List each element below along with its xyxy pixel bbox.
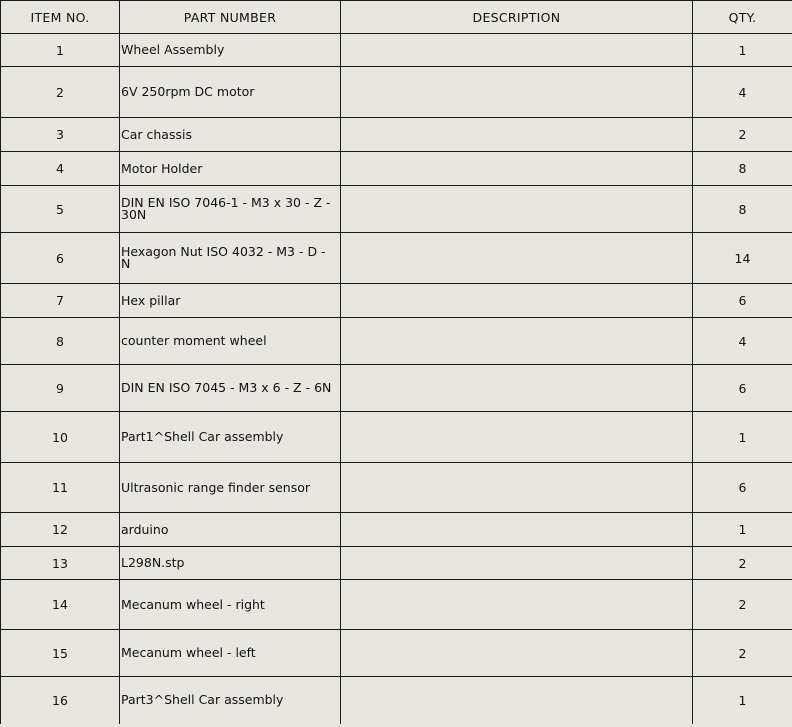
table-row bbox=[1, 186, 792, 233]
part-number-cell: Hexagon Nut ISO 4032 - M3 - D - N bbox=[120, 233, 341, 284]
qty-cell: 4 bbox=[693, 318, 792, 365]
description-cell bbox=[341, 513, 693, 547]
qty-cell: 6 bbox=[693, 365, 792, 412]
part-number-cell: 6V 250rpm DC motor bbox=[120, 67, 341, 118]
table-row bbox=[1, 152, 792, 186]
table-row bbox=[1, 67, 792, 118]
item-no-cell: 11 bbox=[1, 463, 120, 513]
header-row bbox=[1, 1, 792, 34]
part-number-cell: Mecanum wheel - right bbox=[120, 580, 341, 630]
table-row bbox=[1, 412, 792, 463]
part-number-cell: arduino bbox=[120, 513, 341, 547]
table-row bbox=[1, 233, 792, 284]
qty-cell: 8 bbox=[693, 186, 792, 233]
item-no-cell: 14 bbox=[1, 580, 120, 630]
description-cell bbox=[341, 463, 693, 513]
table-row bbox=[1, 513, 792, 547]
header-item-no: ITEM NO. bbox=[1, 1, 120, 34]
part-number-cell: Part3^Shell Car assembly bbox=[120, 677, 341, 724]
qty-cell: 4 bbox=[693, 67, 792, 118]
description-cell bbox=[341, 318, 693, 365]
qty-cell: 2 bbox=[693, 630, 792, 677]
item-no-cell: 4 bbox=[1, 152, 120, 186]
description-cell bbox=[341, 677, 693, 724]
header-part-number: PART NUMBER bbox=[120, 1, 341, 34]
description-cell bbox=[341, 34, 693, 67]
description-cell bbox=[341, 365, 693, 412]
item-no-cell: 13 bbox=[1, 547, 120, 580]
table-row bbox=[1, 118, 792, 152]
description-cell bbox=[341, 284, 693, 318]
table-row bbox=[1, 630, 792, 677]
qty-cell: 1 bbox=[693, 513, 792, 547]
item-no-cell: 6 bbox=[1, 233, 120, 284]
part-number-cell: DIN EN ISO 7045 - M3 x 6 - Z - 6N bbox=[120, 365, 341, 412]
description-cell bbox=[341, 233, 693, 284]
qty-cell: 8 bbox=[693, 152, 792, 186]
part-number-cell: Hex pillar bbox=[120, 284, 341, 318]
item-no-cell: 2 bbox=[1, 67, 120, 118]
item-no-cell: 10 bbox=[1, 412, 120, 463]
table-row bbox=[1, 318, 792, 365]
part-number-cell: Part1^Shell Car assembly bbox=[120, 412, 341, 463]
description-cell bbox=[341, 412, 693, 463]
part-number-cell: Ultrasonic range finder sensor bbox=[120, 463, 341, 513]
table-row bbox=[1, 580, 792, 630]
item-no-cell: 15 bbox=[1, 630, 120, 677]
qty-cell: 1 bbox=[693, 34, 792, 67]
description-cell bbox=[341, 67, 693, 118]
part-number-cell: L298N.stp bbox=[120, 547, 341, 580]
part-number-cell: Motor Holder bbox=[120, 152, 341, 186]
item-no-cell: 3 bbox=[1, 118, 120, 152]
qty-cell: 1 bbox=[693, 677, 792, 724]
description-cell bbox=[341, 152, 693, 186]
item-no-cell: 8 bbox=[1, 318, 120, 365]
description-cell bbox=[341, 118, 693, 152]
item-no-cell: 9 bbox=[1, 365, 120, 412]
item-no-cell: 16 bbox=[1, 677, 120, 724]
part-number-cell: Mecanum wheel - left bbox=[120, 630, 341, 677]
qty-cell: 6 bbox=[693, 463, 792, 513]
table-row bbox=[1, 677, 792, 724]
qty-cell: 1 bbox=[693, 412, 792, 463]
qty-cell: 6 bbox=[693, 284, 792, 318]
qty-cell: 2 bbox=[693, 547, 792, 580]
description-cell bbox=[341, 547, 693, 580]
description-cell bbox=[341, 186, 693, 233]
description-cell bbox=[341, 630, 693, 677]
table-row bbox=[1, 365, 792, 412]
part-number-cell: DIN EN ISO 7046-1 - M3 x 30 - Z - 30N bbox=[120, 186, 341, 233]
item-no-cell: 5 bbox=[1, 186, 120, 233]
qty-cell: 14 bbox=[693, 233, 792, 284]
part-number-cell: Wheel Assembly bbox=[120, 34, 341, 67]
part-number-cell: Car chassis bbox=[120, 118, 341, 152]
item-no-cell: 12 bbox=[1, 513, 120, 547]
table-row bbox=[1, 463, 792, 513]
table-row bbox=[1, 284, 792, 318]
item-no-cell: 1 bbox=[1, 34, 120, 67]
qty-cell: 2 bbox=[693, 580, 792, 630]
header-description: DESCRIPTION bbox=[341, 1, 693, 34]
description-cell bbox=[341, 580, 693, 630]
part-number-cell: counter moment wheel bbox=[120, 318, 341, 365]
table-row bbox=[1, 34, 792, 67]
header-qty: QTY. bbox=[693, 1, 792, 34]
qty-cell: 2 bbox=[693, 118, 792, 152]
table-row bbox=[1, 547, 792, 580]
item-no-cell: 7 bbox=[1, 284, 120, 318]
